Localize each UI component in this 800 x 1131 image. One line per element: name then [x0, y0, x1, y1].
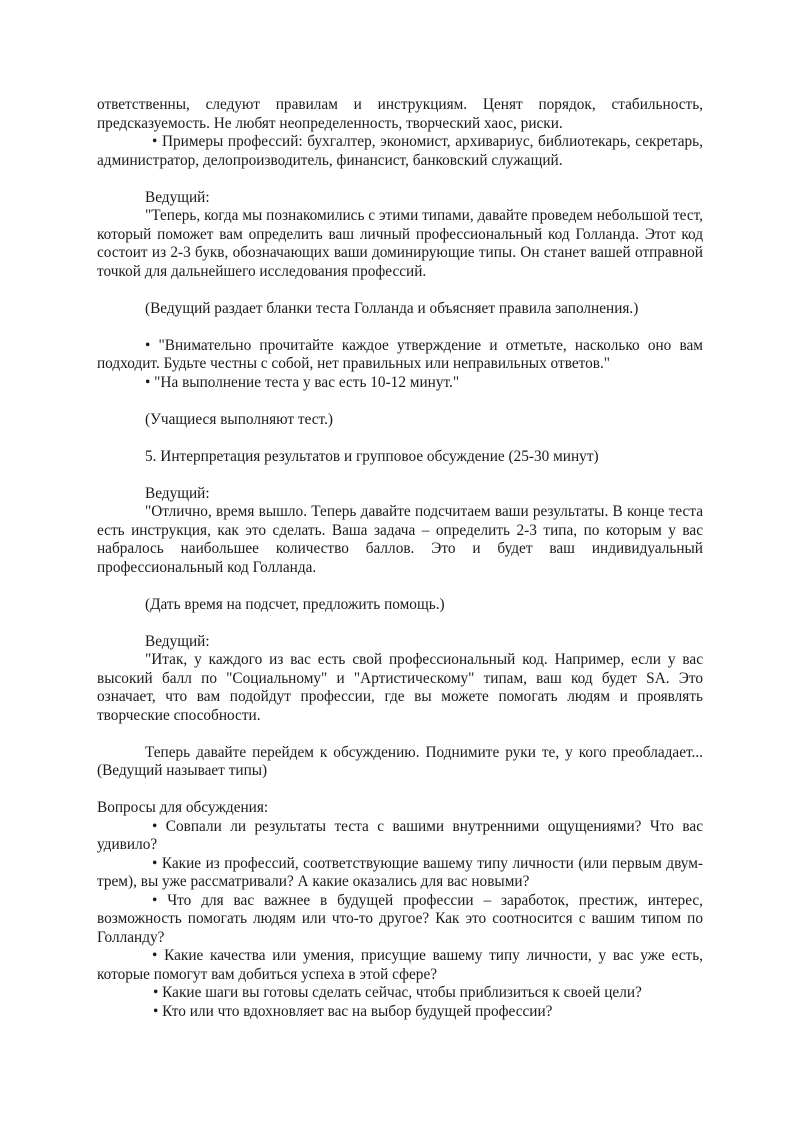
paragraph-type-description: ответственны, следуют правилам и инструкциям. Ценят порядок, стабильность, предсказуемость. Не любят неопределенность, творческий хаос, риски. — [97, 96, 703, 132]
bullet-time-limit: • "На выполнение теста у вас есть 10-12 минут." — [145, 373, 460, 391]
bullet-instruction: • "Внимательно прочитайте каждое утверждение и отметьте, насколько оно вам подходит. Будьте честны с собой, нет правильных или неправильных ответов." — [97, 336, 703, 372]
discussion-question: • Какие из профессий, соответствующие вашему типу личности (или первым двум-трем), вы уже рассматривали? А какие оказались для вас новыми? — [97, 854, 703, 890]
discussion-question: • Кто или что вдохновляет вас на выбор будущей профессии? — [153, 1002, 553, 1020]
paragraph-code-example: "Итак, у каждого из вас есть свой профессиональный код. Например, если у вас высокий балл по "Социальному" и "Артистическому" типам, ваш код будет SA. Это означает, что вам подойдут профессии, где вы можете помогать людям и проявлять творческие способности. — [97, 651, 703, 724]
paragraph-test-intro: "Теперь, когда мы познакомились с этими типами, давайте проведем небольшой тест, который поможет вам определить ваш личный профессиональный код Голланда. Этот код состоит из 2-3 букв, обозначающих ваши доминирующие типы. Он станет вашей отправной точкой для дальнейшего исследования профессий. — [97, 207, 703, 280]
stage-direction: (Учащиеся выполняют тест.) — [145, 410, 334, 428]
bullet-professions-examples: • Примеры профессий: бухгалтер, экономист, архивариус, библиотекарь, секретарь, администратор, делопроизводитель, финансист, банковский служащий. — [97, 133, 703, 169]
discussion-question: • Совпали ли результаты теста с вашими внутренними ощущениями? Что вас удивило? — [97, 817, 703, 853]
spacer — [97, 318, 703, 337]
spacer — [97, 170, 703, 189]
paragraph-results: "Отлично, время вышло. Теперь давайте подсчитаем ваши результаты. В конце теста есть инструкция, как это сделать. Ваша задача – определить 2-3 типа, по которым у вас набралось наибольшее количество баллов. Это и будет ваш индивидуальный профессиональный код Голланда. — [97, 503, 703, 576]
discussion-question: • Что для вас важнее в будущей профессии – заработок, престиж, интерес, возможность помогать людям или что-то другое? Как это соотносится с вашим типом по Голланду? — [97, 891, 703, 946]
discussion-question: • Какие качества или умения, присущие вашему типу личности, у вас уже есть, которые помогут вам добиться успеха в этой сфере? — [97, 947, 703, 983]
discussion-question: • Какие шаги вы готовы сделать сейчас, чтобы приблизиться к своей цели? — [153, 984, 642, 1001]
spacer — [97, 577, 703, 596]
stage-direction: (Ведущий раздает бланки теста Голланда и объясняет правила заполнения.) — [145, 299, 639, 317]
section-heading: 5. Интерпретация результатов и групповое обсуждение (25-30 минут) — [145, 447, 599, 465]
spacer — [97, 466, 703, 485]
spacer — [97, 725, 703, 744]
paragraph-discussion-intro: Теперь давайте перейдем к обсуждению. Поднимите руки те, у кого преобладает... (Ведущий называет типы) — [97, 743, 703, 779]
speaker-label: Ведущий: — [145, 188, 210, 206]
spacer — [97, 281, 703, 300]
spacer — [97, 781, 703, 800]
discussion-heading: Вопросы для обсуждения: — [97, 799, 269, 816]
spacer — [97, 429, 703, 448]
document-page — [97, 96, 703, 1021]
speaker-label: Ведущий: — [145, 632, 210, 650]
spacer — [97, 614, 703, 633]
stage-direction: (Дать время на подсчет, предложить помощь.) — [145, 595, 445, 613]
spacer — [97, 392, 703, 411]
speaker-label: Ведущий: — [145, 484, 210, 502]
